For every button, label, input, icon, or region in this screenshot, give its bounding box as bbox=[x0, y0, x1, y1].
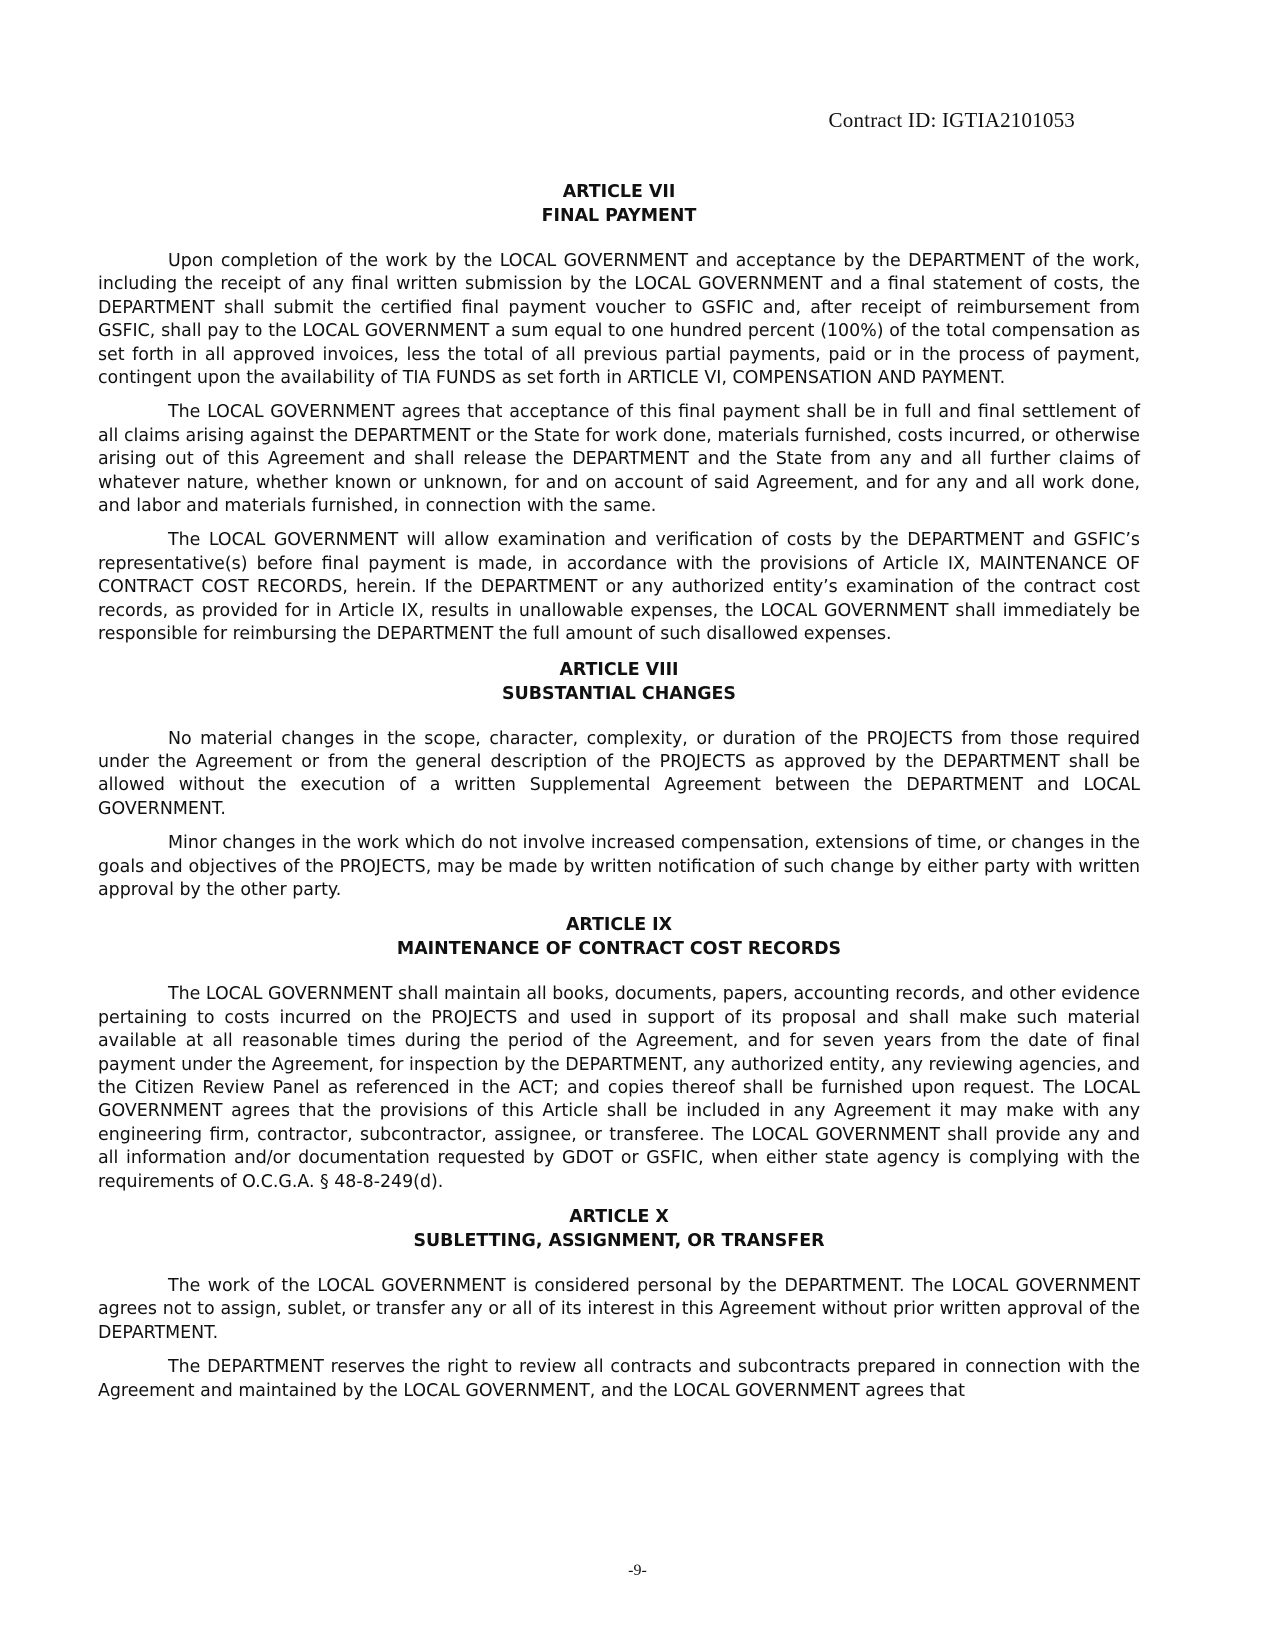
article-title: SUBSTANTIAL CHANGES bbox=[502, 683, 736, 704]
document-body bbox=[98, 180, 1140, 1414]
page-number: -9- bbox=[628, 1562, 647, 1579]
article-viii bbox=[98, 658, 1140, 903]
article-number: ARTICLE VIII bbox=[559, 659, 679, 680]
article-heading bbox=[98, 180, 1140, 228]
paragraph: The LOCAL GOVERNMENT agrees that acceptance of this final payment shall be in full and final settlement of all claims arising against the DEPARTMENT or the State for work done, materials furnished, costs incurred, or otherwise arising out of this Agreement and shall release the DEPARTMENT and the State from any and all further claims of whatever nature, whether known or unknown, for and on account of said Agreement, and for any and all work done, and labor and materials furnished, in connection with the same. bbox=[98, 402, 1140, 517]
article-number: ARTICLE IX bbox=[565, 915, 673, 936]
article-ix bbox=[98, 913, 1140, 1194]
article-heading bbox=[98, 913, 1140, 961]
article-x bbox=[98, 1205, 1140, 1403]
paragraph: Upon completion of the work by the LOCAL GOVERNMENT and acceptance by the DEPARTMENT of the work, including the receipt of any final written submission by the LOCAL GOVERNMENT and a final statement of costs, the DEPARTMENT shall submit the certified final payment voucher to GSFIC and, after receipt of reimbursement from GSFIC, shall pay to the LOCAL GOVERNMENT a sum equal to one hundred percent (100%) of the total compensation as set forth in all approved invoices, less the total of all previous partial payments, paid or in the process of payment, contingent upon the availability of TIA FUNDS as set forth in ARTICLE VI, COMPENSATION AND PAYMENT. bbox=[98, 251, 1140, 389]
article-number: ARTICLE VII bbox=[562, 182, 676, 202]
paragraph: The LOCAL GOVERNMENT will allow examination and verification of costs by the DEPARTMENT and GSFIC’s representative(s) before final payment is made, in accordance with the provisions of Article IX, MAINTENANCE OF CONTRACT COST RECORDS, herein. If the DEPARTMENT or any authorized entity’s examination of the contract cost records, as provided for in Article IX, results in unallowable expenses, the LOCAL GOVERNMENT shall immediately be responsible for reimbursing the DEPARTMENT the full amount of such disallowed expenses. bbox=[98, 530, 1140, 645]
paragraph: The LOCAL GOVERNMENT shall maintain all books, documents, papers, accounting records, and other evidence pertaining to costs incurred on the PROJECTS and used in support of its proposal and shall make such material available at all reasonable times during the period of the Agreement, and for seven years from the date of final payment under the Agreement, for inspection by the DEPARTMENT, any authorized entity, any reviewing agencies, and the Citizen Review Panel as referenced in the ACT; and copies thereof shall be furnished upon request. The LOCAL GOVERNMENT agrees that the provisions of this Article shall be included in any Agreement it may make with any engineering firm, contractor, subcontractor, assignee, or transferee. The LOCAL GOVERNMENT shall provide any and all information and/or documentation requested by GDOT or GSFIC, when either state agency is complying with the requirements of O.C.G.A. § 48-8-249(d). bbox=[98, 984, 1140, 1192]
article-vii bbox=[98, 180, 1140, 647]
article-heading bbox=[98, 658, 1140, 706]
article-title: SUBLETTING, ASSIGNMENT, OR TRANSFER bbox=[413, 1231, 825, 1251]
article-heading bbox=[98, 1205, 1140, 1253]
article-title: FINAL PAYMENT bbox=[541, 206, 697, 226]
paragraph: No material changes in the scope, character, complexity, or duration of the PROJECTS from those required under the Agreement or from the general description of the PROJECTS as approved by the DEPARTMENT shall be allowed without the execution of a written Supplemental Agreement between the DEPARTMENT and LOCAL GOVERNMENT. bbox=[98, 728, 1140, 819]
paragraph: Minor changes in the work which do not involve increased compensation, extensions of time, or changes in the goals and objectives of the PROJECTS, may be made by written notification of such change by either party with written approval by the other party. bbox=[98, 833, 1140, 900]
paragraph: The work of the LOCAL GOVERNMENT is considered personal by the DEPARTMENT. The LOCAL GOVERNMENT agrees not to assign, sublet, or transfer any or all of its interest in this Agreement without prior written approval of the DEPARTMENT. bbox=[98, 1276, 1140, 1343]
article-title: MAINTENANCE OF CONTRACT COST RECORDS bbox=[396, 939, 842, 960]
contract-id: Contract ID: IGTIA2101053 bbox=[828, 108, 1075, 132]
paragraph: The DEPARTMENT reserves the right to review all contracts and subcontracts prepared in connection with the Agreement and maintained by the LOCAL GOVERNMENT, and the LOCAL GOVERNMENT agrees that bbox=[98, 1357, 1140, 1401]
article-number: ARTICLE X bbox=[569, 1207, 669, 1227]
